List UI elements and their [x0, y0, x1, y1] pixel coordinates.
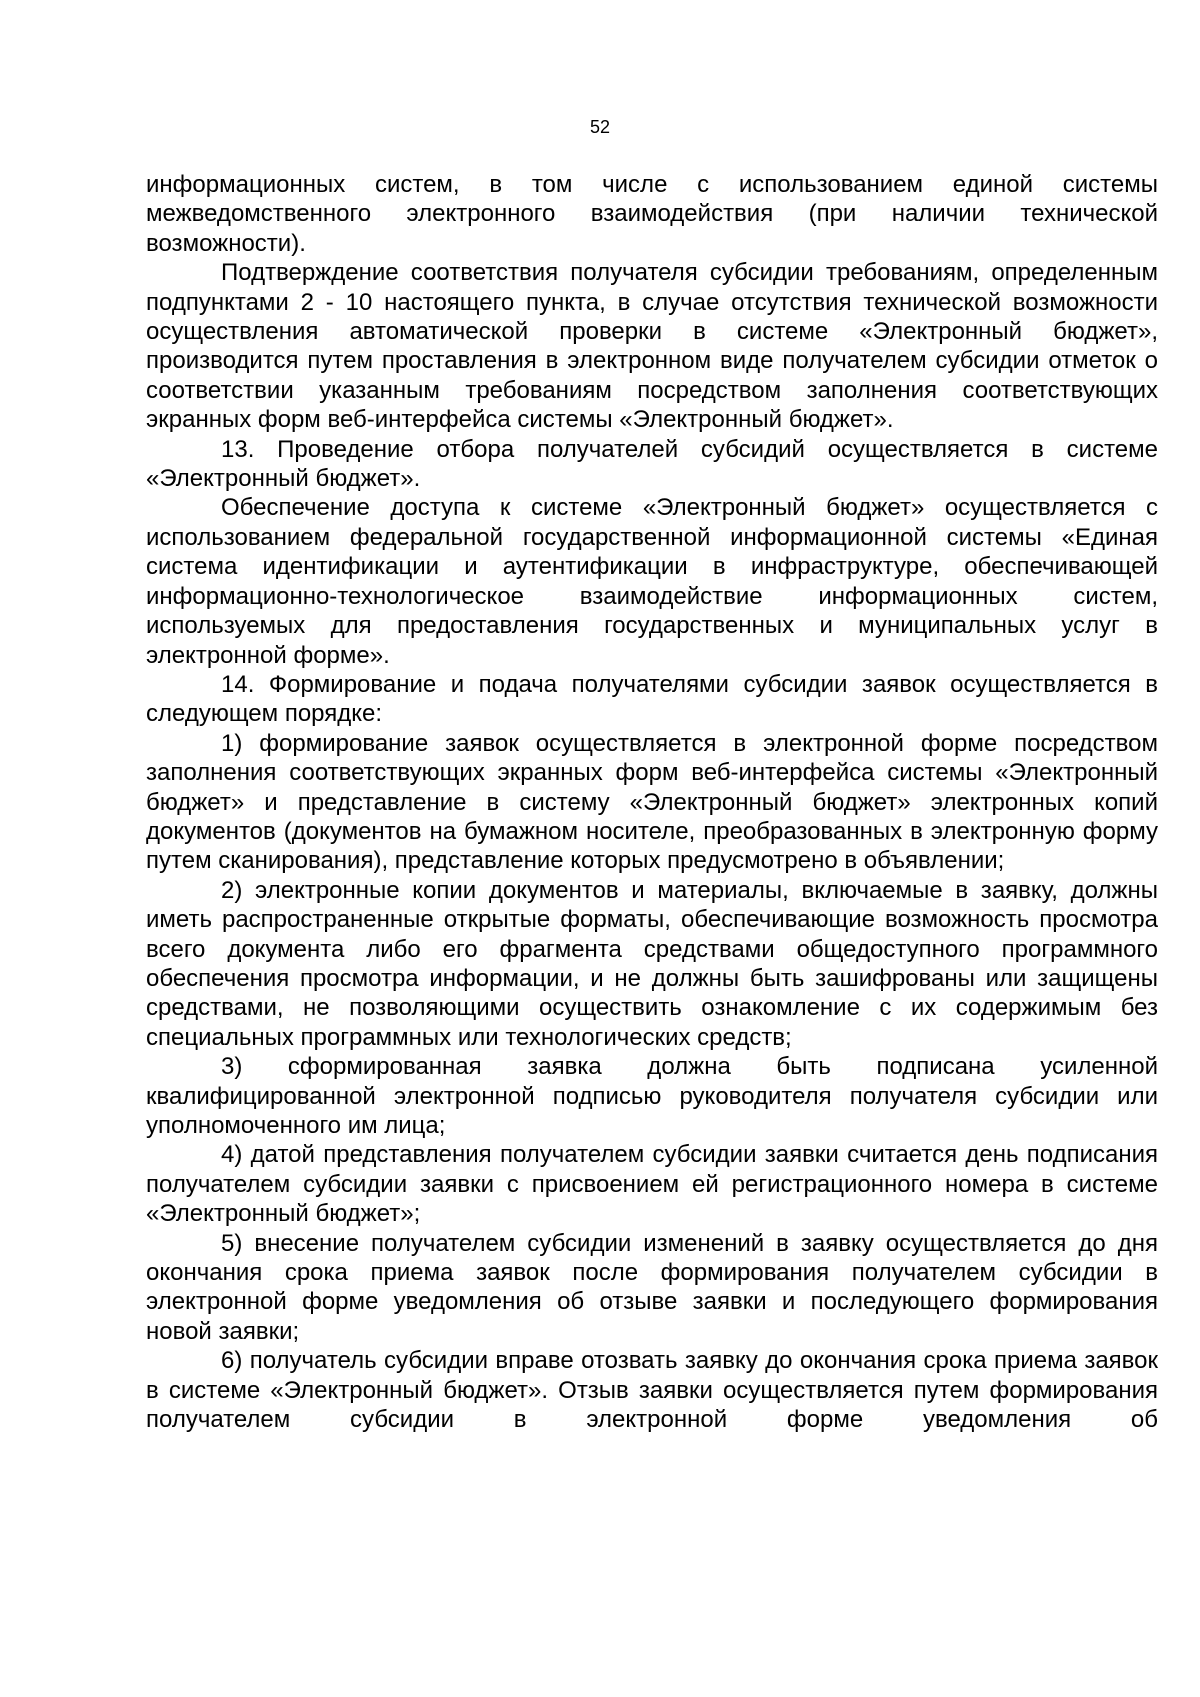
list-item-2: 2) электронные копии документов и материалы, включаемые в заявку, должны иметь распространенные открытые форматы, обеспечивающие возможность просмотра всего документа либо его фрагмента средствами общедоступного программного обеспечения просмотра информации, и не должны быть зашифрованы или защищены средствами, не позволяющими осуществить ознакомление с их содержимым без специальных программных или технологических средств; [146, 876, 1158, 1051]
list-item-3: 3) сформированная заявка должна быть подписана усиленной квалифицированной электронной подписью руководителя получателя субсидии или уполномоченного им лица; [146, 1053, 1158, 1139]
list-item-5: 5) внесение получателем субсидии изменений в заявку осуществляется до дня окончания срока приема заявок после формирования получателем субсидии в электронной форме уведомления об отзыве заявки и последующего формирования новой заявки; [146, 1229, 1158, 1345]
page-number: 52 [589, 117, 611, 137]
paragraph-continuation: информационных систем, в том числе с использованием единой системы межведомственного электронного взаимодействия (при наличии технической возможности). [146, 171, 1158, 257]
list-item-4: 4) датой представления получателем субсидии заявки считается день подписания получателем субсидии заявки с присвоением ей регистрационного номера в системе «Электронный бюджет»; [146, 1141, 1158, 1228]
paragraph-confirmation: Подтверждение соответствия получателя субсидии требованиям, определенным подпунктами 2 - 10 настоящего пункта, в случае отсутствия технической возможности осуществления автоматической проверки в системе «Электронный бюджет», производится путем проставления в электронном виде получателем субсидии отметок о соответствии указанным требованиям посредством заполнения соответствующих экранных форм веб-интерфейса системы «Электронный бюджет». [146, 259, 1158, 434]
paragraph-item-13: 13. Проведение отбора получателей субсидий осуществляется в системе «Электронный бюджет». [146, 435, 1158, 493]
list-item-1: 1) формирование заявок осуществляется в электронной форме посредством заполнения соответствующих экранных форм веб-интерфейса системы «Электронный бюджет» и представление в систему «Электронный бюджет» электронных копий документов (документов на бумажном носителе, преобразованных в электронную форму путем сканирования), представление которых предусмотрено в объявлении; [146, 729, 1158, 875]
paragraph-access: Обеспечение доступа к системе «Электронный бюджет» осуществляется с использованием федеральной государственной информационной системы «Единая система идентификации и аутентификации в инфраструктуре, обеспечивающей информационно-технологическое взаимодействие информационных систем, используемых для предоставления государственных и муниципальных услуг в электронной форме». [146, 494, 1158, 669]
document-body [146, 170, 1158, 1434]
paragraph-item-14: 14. Формирование и подача получателями субсидии заявок осуществляется в следующем порядке: [146, 670, 1158, 728]
list-item-6: 6) получатель субсидии вправе отозвать заявку до окончания срока приема заявок в системе «Электронный бюджет». Отзыв заявки осуществляется путем формирования получателем субсидии в электронной форме уведомления об [146, 1347, 1158, 1434]
